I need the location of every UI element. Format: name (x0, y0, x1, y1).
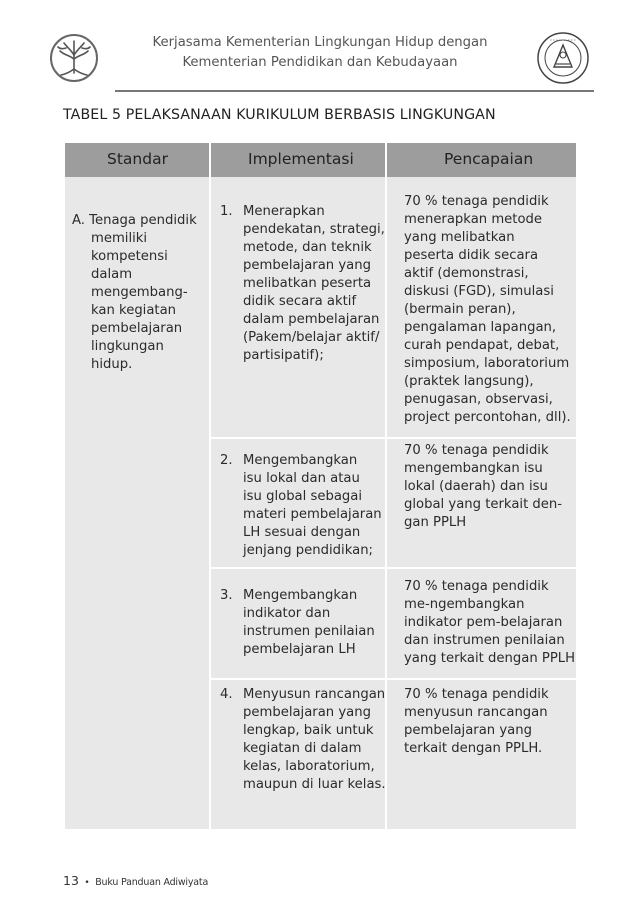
pencapaian-line: lokal (daerah) dan isu (404, 479, 548, 494)
implementasi-line: maupun di luar kelas. (243, 777, 386, 792)
pencapaian-cell-2 (404, 442, 562, 532)
implementasi-line: lengkap, baik untuk (243, 723, 374, 738)
pencapaian-cell-4 (404, 686, 549, 758)
implementasi-line: didik secara aktif (243, 294, 357, 309)
row-divider (211, 567, 576, 569)
tree-logo-icon (49, 33, 99, 83)
page-footer (63, 873, 208, 888)
page-number: 13 (63, 873, 79, 888)
pencapaian-line: pembelajaran yang (404, 723, 532, 738)
implementasi-line: pembelajaran yang (243, 705, 371, 720)
standar-line: A. Tenaga pendidik (72, 213, 197, 228)
implementasi-line: jenjang pendidikan; (243, 543, 374, 558)
pencapaian-line: indikator pem-belajaran (404, 615, 563, 630)
pencapaian-cell-3 (404, 578, 575, 668)
implementasi-line: pembelajaran yang (243, 258, 371, 273)
implementasi-line: partisipatif); (243, 348, 324, 363)
table-title: TABEL 5 PELAKSANAAN KURIKULUM BERBASIS LINGKUNGAN (63, 107, 496, 123)
implementasi-line: kegiatan di dalam (243, 741, 362, 756)
footer-bullet: • (84, 878, 90, 888)
implementasi-line: instrumen penilaian (243, 624, 375, 639)
kemdikbud-logo-icon (536, 31, 590, 85)
row-divider (211, 437, 576, 439)
pencapaian-line: project percontohan, dll). (404, 410, 571, 425)
implementasi-line: metode, dan teknik (243, 240, 372, 255)
implementasi-line: Menyusun rancangan (243, 687, 386, 702)
pencapaian-line: aktif (demonstrasi, (404, 266, 529, 281)
pencapaian-line: penugasan, observasi, (404, 392, 553, 407)
standar-line: hidup. (91, 357, 133, 372)
pencapaian-line: me-ngembangkan (404, 597, 525, 612)
pencapaian-line: terkait dengan PPLH. (404, 741, 543, 756)
row-divider (211, 678, 576, 680)
header-divider (115, 90, 594, 92)
implementasi-line: Mengembangkan (243, 453, 358, 468)
book-title: Buku Panduan Adiwiyata (95, 877, 209, 888)
pencapaian-line: 70 % tenaga pendidik (404, 687, 549, 702)
pencapaian-cell-1 (404, 193, 571, 427)
header-implementasi: Implementasi (248, 150, 354, 168)
header-line-1: Kerjasama Kementerian Lingkungan Hidup dengan (152, 35, 488, 50)
pencapaian-line: peserta didik secara (404, 248, 539, 263)
implementasi-line: dalam pembelajaran (243, 312, 380, 327)
page-header (0, 0, 638, 92)
standar-line: memiliki (91, 231, 148, 246)
pencapaian-line: mengembangkan isu (404, 461, 543, 476)
pencapaian-line: diskusi (FGD), simulasi (404, 284, 554, 299)
column-divider (209, 143, 211, 829)
implementasi-line: isu lokal dan atau (243, 471, 360, 486)
item-number: 3. (220, 588, 233, 603)
implementasi-line: indikator dan (243, 606, 331, 621)
pencapaian-line: curah pendapat, debat, (404, 338, 560, 353)
implementasi-line: kelas, laboratorium, (243, 759, 375, 774)
standar-line: kan kegiatan (91, 303, 177, 318)
item-number: 4. (220, 687, 233, 702)
implementasi-line: (Pakem/belajar aktif/ (243, 330, 380, 345)
implementasi-line: Menerapkan (243, 204, 325, 219)
pencapaian-line: (praktek langsung), (404, 374, 534, 389)
implementasi-line: materi pembelajaran (243, 507, 382, 522)
implementasi-line: pendekatan, strategi, (243, 222, 385, 237)
pencapaian-line: yang terkait dengan PPLH (404, 651, 576, 666)
implementasi-line: pembelajaran LH (243, 642, 356, 657)
implementasi-line: LH sesuai dengan (243, 525, 361, 540)
implementasi-line: isu global sebagai (243, 489, 363, 504)
pencapaian-line: menerapkan metode (404, 212, 543, 227)
header-pencapaian: Pencapaian (444, 150, 534, 168)
pencapaian-line: gan PPLH (404, 515, 467, 530)
implementasi-line: melibatkan peserta (243, 276, 372, 291)
pencapaian-line: pengalaman lapangan, (404, 320, 557, 335)
header-text (140, 33, 500, 73)
table-header (65, 143, 576, 177)
header-line-2: Kementerian Pendidikan dan Kebudayaan (182, 55, 458, 70)
pencapaian-line: (bermain peran), (404, 302, 516, 317)
pencapaian-line: global yang terkait den- (404, 497, 563, 512)
header-standar: Standar (107, 150, 168, 168)
standar-line: mengembang- (91, 285, 188, 300)
pencapaian-line: menyusun rancangan (404, 705, 548, 720)
standar-line: dalam (91, 267, 133, 282)
curriculum-table (65, 143, 576, 829)
standar-line: lingkungan (91, 339, 164, 354)
standar-cell (72, 212, 197, 374)
pencapaian-line: dan instrumen penilaian (404, 633, 565, 648)
implementasi-line: Mengembangkan (243, 588, 358, 603)
item-number: 1. (220, 204, 233, 219)
pencapaian-line: simposium, laboratorium (404, 356, 570, 371)
pencapaian-line: 70 % tenaga pendidik (404, 579, 549, 594)
pencapaian-line: 70 % tenaga pendidik (404, 194, 549, 209)
standar-line: kompetensi (91, 249, 168, 264)
item-number: 2. (220, 453, 233, 468)
pencapaian-line: yang melibatkan (404, 230, 515, 245)
standar-line: pembelajaran (91, 321, 183, 336)
pencapaian-line: 70 % tenaga pendidik (404, 443, 549, 458)
